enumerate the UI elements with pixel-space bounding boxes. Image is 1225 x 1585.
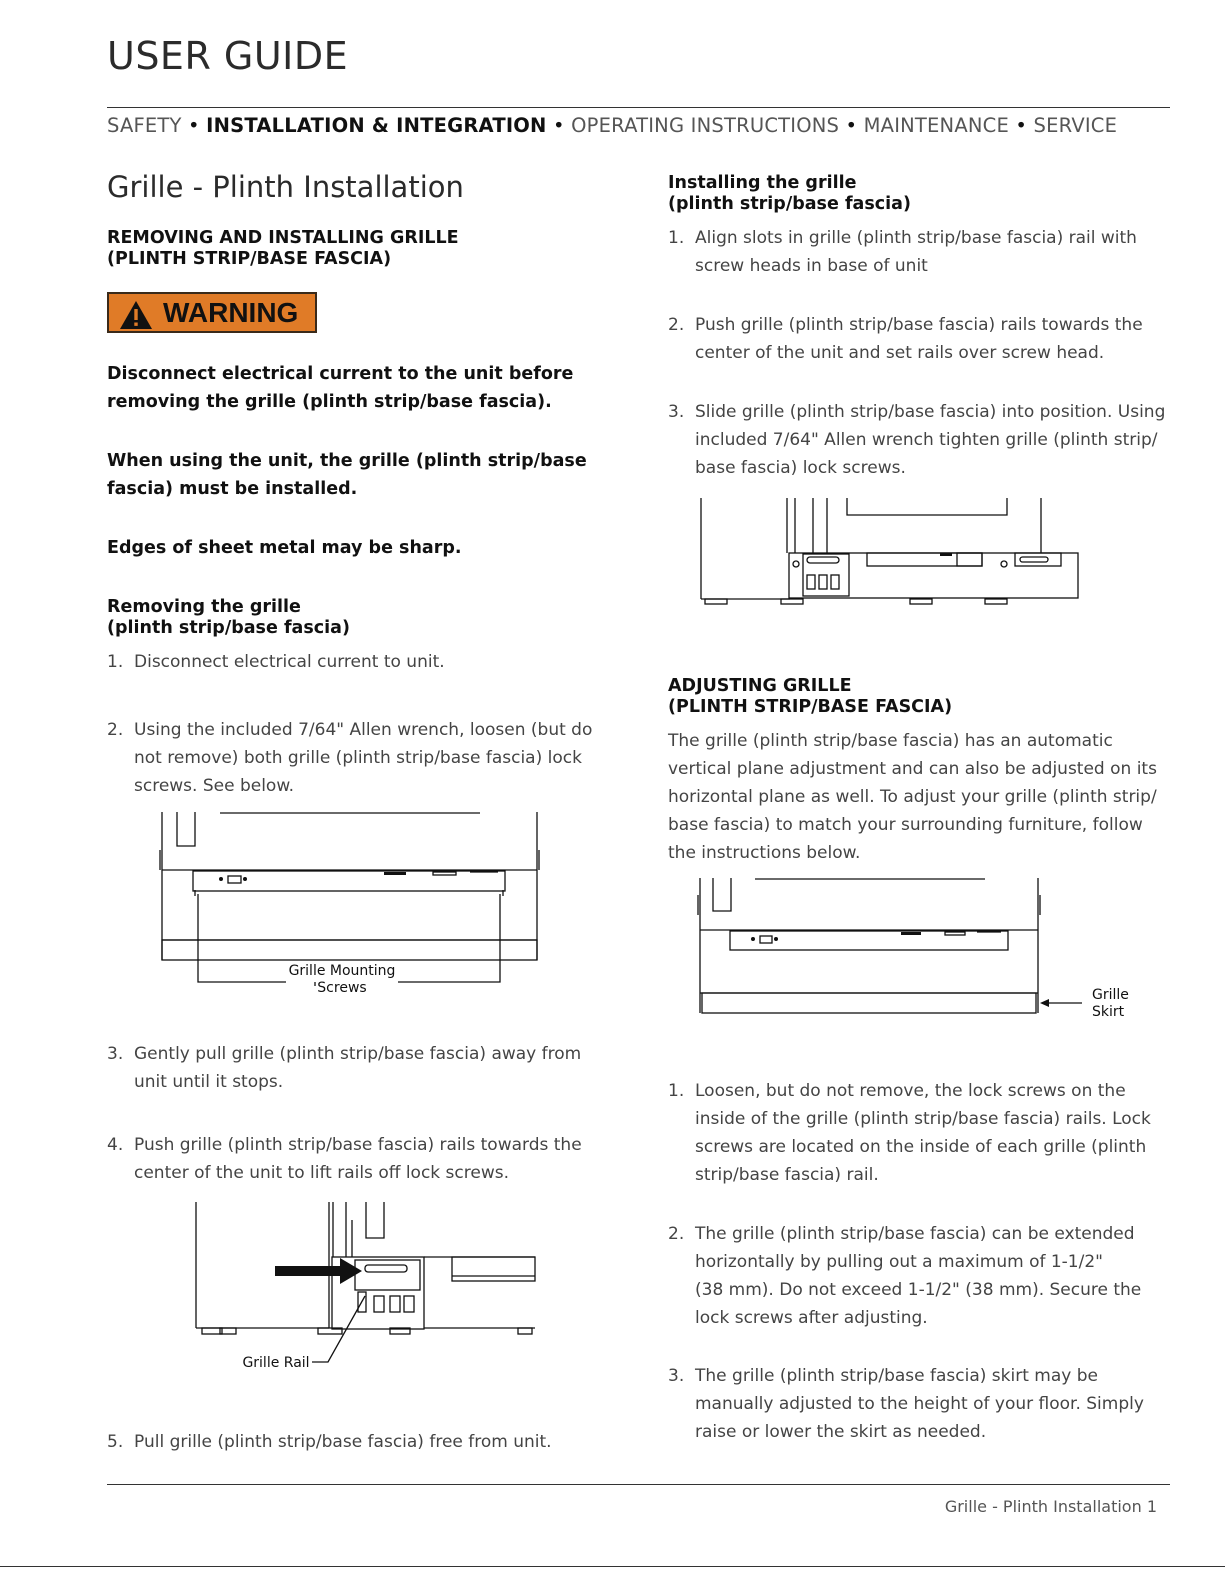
nav-safety: SAFETY — [107, 114, 182, 137]
label-line: Skirt — [1092, 1004, 1125, 1020]
adjust-step-3 — [668, 1362, 1168, 1446]
remove-step-4 — [107, 1131, 607, 1187]
paragraph-line: horizontal plane as well. To adjust your grille (plinth strip/ — [668, 787, 1157, 807]
warning-text-1 — [107, 360, 607, 416]
adjusting-intro-paragraph — [668, 727, 1168, 867]
label-line: Grille — [1092, 987, 1129, 1003]
heading-line: (plinth strip/base fascia) — [668, 194, 911, 214]
step-line: included 7/64" Allen wrench tighten grille (plinth strip/ — [695, 430, 1158, 450]
install-step-2 — [668, 311, 1168, 367]
warning-icon — [119, 300, 153, 330]
nav-service: SERVICE — [1033, 114, 1118, 137]
section-title: Grille - Plinth Installation — [107, 170, 464, 204]
figure-label-grille-skirt — [1092, 987, 1129, 1021]
heading-line: (PLINTH STRIP/BASE FASCIA) — [668, 697, 953, 717]
step-line: Gently pull grille (plinth strip/base fascia) away from — [134, 1044, 582, 1064]
step-line: Slide grille (plinth strip/base fascia) into position. Using — [695, 402, 1166, 422]
installing-grille-heading — [668, 173, 911, 215]
adjust-step-1 — [668, 1077, 1168, 1189]
step-number: 2. — [107, 720, 124, 740]
paragraph-line: vertical plane adjustment and can also be adjusted on its — [668, 759, 1157, 779]
step-line: base fascia) lock screws. — [695, 458, 906, 478]
heading-line: Installing the grille — [668, 173, 857, 193]
step-line: center of the unit and set rails over screw head. — [695, 343, 1105, 363]
step-line: Push grille (plinth strip/base fascia) rails towards the — [695, 315, 1143, 335]
figure-label-mounting-screws — [262, 963, 422, 997]
nav-separator: • — [845, 114, 858, 137]
remove-step-3 — [107, 1040, 607, 1096]
footer-page-label: Grille - Plinth Installation 1 — [944, 1497, 1157, 1516]
step-line: manually adjusted to the height of your floor. Simply — [695, 1394, 1144, 1414]
page-edge — [0, 1566, 1225, 1567]
step-line: center of the unit to lift rails off lock screws. — [134, 1163, 509, 1183]
remove-step-2 — [107, 716, 607, 800]
warning-line: fascia) must be installed. — [107, 479, 358, 499]
step-line: Disconnect electrical current to unit. — [134, 652, 445, 672]
warning-line: When using the unit, the grille (plinth strip/base — [107, 451, 587, 471]
remove-step-5 — [107, 1428, 607, 1456]
step-line: horizontally by pulling out a maximum of 1-1/2" — [695, 1252, 1103, 1272]
figure-grille-installed — [695, 495, 1085, 607]
step-number: 3. — [107, 1044, 124, 1064]
step-line: Align slots in grille (plinth strip/base fascia) rail with — [695, 228, 1137, 248]
warning-text-3 — [107, 534, 607, 562]
warning-line: Disconnect electrical current to the unit before — [107, 364, 574, 384]
step-number: 2. — [668, 1224, 685, 1244]
nav-operating: OPERATING INSTRUCTIONS — [571, 114, 840, 137]
step-line: inside of the grille (plinth strip/base fascia) rails. Lock — [695, 1109, 1151, 1129]
step-line: Push grille (plinth strip/base fascia) rails towards the — [134, 1135, 582, 1155]
nav-separator: • — [188, 114, 200, 137]
paragraph-line: base fascia) to match your surrounding furniture, follow — [668, 815, 1143, 835]
warning-line: Edges of sheet metal may be sharp. — [107, 538, 462, 558]
heading-line: ADJUSTING GRILLE — [668, 676, 852, 696]
heading-line: (plinth strip/base fascia) — [107, 618, 350, 638]
step-number: 4. — [107, 1135, 124, 1155]
removing-installing-heading — [107, 228, 459, 270]
step-line: raise or lower the skirt as needed. — [695, 1422, 987, 1442]
step-number: 2. — [668, 315, 685, 335]
paragraph-line: The grille (plinth strip/base fascia) has an automatic — [668, 731, 1113, 751]
remove-step-1 — [107, 648, 607, 676]
figure-label-grille-rail: Grille Rail — [242, 1355, 310, 1371]
step-number: 1. — [107, 652, 124, 672]
step-line: not remove) both grille (plinth strip/base fascia) lock — [134, 748, 582, 768]
adjusting-grille-heading — [668, 676, 952, 718]
arrow-icon — [1040, 996, 1084, 1010]
warning-badge — [107, 292, 317, 333]
guide-title: USER GUIDE — [107, 34, 349, 78]
step-number: 3. — [668, 402, 685, 422]
figure-grille-skirt — [695, 875, 1055, 1020]
header-divider — [107, 107, 1170, 108]
step-line: strip/base fascia) rail. — [695, 1165, 879, 1185]
step-line: Using the included 7/64" Allen wrench, loosen (but do — [134, 720, 593, 740]
step-number: 3. — [668, 1366, 685, 1386]
step-line: screws are located on the inside of each grille (plinth — [695, 1137, 1147, 1157]
install-step-1 — [668, 224, 1168, 280]
nav-separator: • — [1015, 114, 1028, 137]
step-number: 1. — [668, 228, 685, 248]
removing-grille-heading — [107, 597, 350, 639]
step-line: unit until it stops. — [134, 1072, 284, 1092]
step-line: screws. See below. — [134, 776, 295, 796]
heading-line: (PLINTH STRIP/BASE FASCIA) — [107, 249, 392, 269]
step-number: 1. — [668, 1081, 685, 1101]
step-line: (38 mm). Do not exceed 1-1/2" (38 mm). Secure the — [695, 1280, 1142, 1300]
footer-divider — [107, 1484, 1170, 1485]
heading-line: Removing the grille — [107, 597, 301, 617]
step-number: 5. — [107, 1432, 124, 1452]
nav-separator: • — [552, 114, 565, 137]
label-line: Grille Mounting — [288, 963, 396, 979]
paragraph-line: the instructions below. — [668, 843, 861, 863]
step-line: The grille (plinth strip/base fascia) can be extended — [695, 1224, 1135, 1244]
warning-text-2 — [107, 447, 607, 503]
warning-label: WARNING — [163, 297, 299, 328]
step-line: The grille (plinth strip/base fascia) skirt may be — [695, 1366, 1098, 1386]
step-line: Pull grille (plinth strip/base fascia) free from unit. — [134, 1432, 552, 1452]
step-line: Loosen, but do not remove, the lock screws on the — [695, 1081, 1126, 1101]
section-nav — [107, 114, 1117, 137]
nav-installation-current: INSTALLATION & INTEGRATION — [206, 114, 547, 137]
nav-maintenance: MAINTENANCE — [863, 114, 1010, 137]
step-line: screw heads in base of unit — [695, 256, 928, 276]
warning-line: removing the grille (plinth strip/base fascia). — [107, 392, 552, 412]
step-line: lock screws after adjusting. — [695, 1308, 928, 1328]
figure-grille-rail — [190, 1200, 540, 1375]
heading-line: REMOVING AND INSTALLING GRILLE — [107, 228, 459, 248]
adjust-step-2 — [668, 1220, 1168, 1332]
install-step-3 — [668, 398, 1168, 482]
label-line: Screws — [317, 980, 367, 996]
